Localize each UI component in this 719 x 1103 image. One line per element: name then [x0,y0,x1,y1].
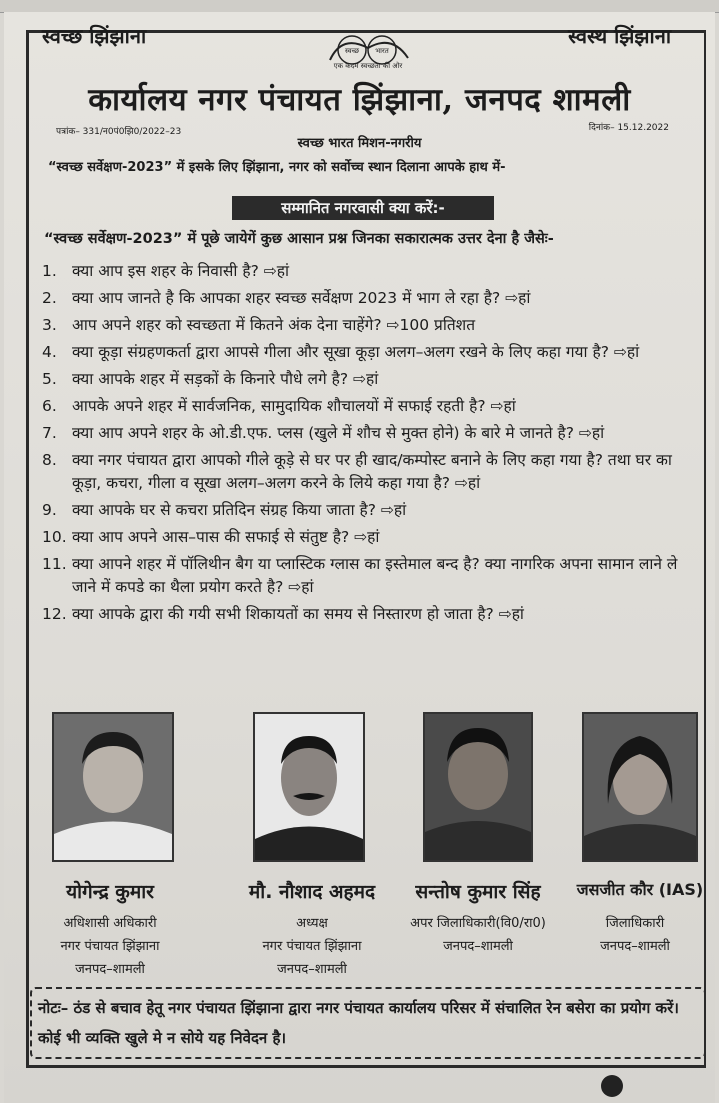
question-text: क्या आपने शहर में पॉलिथीन बैग या प्लास्टिक ग्लास का इस्तेमाल बन्द है? क्या नागरिक अपना सामान लाने ले जाने में कपडे का थैला प्रयोग करते है? ⇨हां [72,555,678,596]
designation-line: जनपद–शामली [277,962,347,977]
official-designation-3 [398,912,558,958]
question-text: क्या आपके द्वारा की गयी सभी शिकायतों का समय से निस्तारण हो जाता है? ⇨हां [72,605,524,623]
designation-line: जनपद–शामली [600,939,670,954]
question-number: 7. [42,424,57,442]
question-text: क्या आपके शहर में सड़कों के किनारे पौधे लगे है? ⇨हां [72,370,379,388]
mission-subtitle: स्वच्छ भारत मिशन-नगरीय [297,136,422,151]
question-item [42,553,692,599]
question-item [42,395,692,418]
question-item [42,526,692,549]
question-text: क्या नगर पंचायत द्वारा आपको गीले कूड़े से घर पर ही खाद/कम्पोस्ट बनाने के लिए कहा गया है? तथा घर का कूड़ा, कचरा, गीला व सूखा अलग–अलग करने के लिये कहा गया है? ⇨हां [72,451,672,492]
question-number: 4. [42,343,57,361]
official-name-2: मौ. नौशाद अहमद [248,881,376,903]
designation-line: नगर पंचायत झिंझाना [262,939,362,954]
official-photo-1 [52,712,174,862]
official-designation-2 [232,912,392,981]
designation-line: अध्यक्ष [296,916,328,931]
question-text: क्या कूड़ा संग्रहणकर्ता द्वारा आपसे गीला और सूखा कूड़ा अलग–अलग रखने के लिए कहा गया है? ⇨हां [72,343,640,361]
question-item [42,368,692,391]
question-text: आप अपने शहर को स्वच्छता में कितने अंक देना चाहेंगे? ⇨100 प्रतिशत [72,316,476,334]
official-photo-2 [253,712,365,862]
print-mark [601,1075,623,1097]
question-text: आपके अपने शहर में सार्वजनिक, सामुदायिक शौचालयों में सफाई रहती है? ⇨हां [72,397,516,415]
question-text: क्या आप अपने आस–पास की सफाई से संतुष्ट है? ⇨हां [72,528,380,546]
designation-line: अधिशासी अधिकारी [63,916,157,931]
section-banner: सम्मानित नगरवासी क्या करें:- [232,196,494,220]
question-number: 10. [42,528,67,546]
designation-line: नगर पंचायत झिंझाना [60,939,160,954]
question-item [42,314,692,337]
question-item [42,341,692,364]
logo-caption: एक कदम स्वच्छता की ओर [333,62,403,70]
question-number: 3. [42,316,57,334]
footer-note: नोटः– ठंड से बचाव हेतू नगर पंचायत झिंझाना द्वारा नगर पंचायत कार्यालय परिसर में संचालित रेन बसेरा का प्रयोग करें। कोई भी व्यक्ति खुले मे न सोये यह निवेदन है। [30,987,706,1059]
question-number: 6. [42,397,57,415]
official-photo-3 [423,712,533,862]
designation-line: जनपद–शामली [75,962,145,977]
date: दिनांक– 15.12.2022 [588,123,669,133]
question-text: क्या आप जानते है कि आपका शहर स्वच्छ सर्वेक्षण 2023 में भाग ले रहा है? ⇨हां [72,289,531,307]
question-item [42,260,692,283]
reference-number: पत्रांक– 331/न0पं0झि0/2022–23 [56,127,182,137]
question-text: क्या आप इस शहर के निवासी है? ⇨हां [72,262,289,280]
intro-text: “स्वच्छ सर्वेक्षण-2023” में पूछे जायेगें कुछ आसान प्रश्न जिनका सकारात्मक उत्तर देना है जैसेः- [44,231,554,247]
question-item [42,287,692,310]
logo-right-text: भारत [375,47,389,55]
tagline: “स्वच्छ सर्वेक्षण-2023” में इसके लिए झिंझाना, नगर को सर्वोच्च स्थान दिलाना आपके हाथ में- [48,160,506,175]
question-item [42,422,692,445]
official-name-1: योगेन्द्र कुमार [66,881,154,903]
official-designation-4 [560,912,710,958]
question-item [42,603,692,626]
question-text: क्या आप अपने शहर के ओ.डी.एफ. प्लस (खुले में शौच से मुक्त होने) के बारे मे जानते है? ⇨हां [72,424,605,442]
official-name-4: जसजीत कौर (IAS) [576,880,704,899]
question-number: 1. [42,262,57,280]
designation-line: जनपद–शामली [443,939,513,954]
question-number: 12. [42,605,67,623]
right-slogan: स्वस्थ झिंझाना [568,24,671,48]
designation-line: जिलाधिकारी [605,916,665,931]
question-item [42,449,692,495]
left-slogan: स्वच्छ झिंझाना [42,24,147,48]
question-number: 2. [42,289,57,307]
question-number: 5. [42,370,57,388]
official-photo-4 [582,712,698,862]
question-text: क्या आपके घर से कचरा प्रतिदिन संग्रह किया जाता है? ⇨हां [72,501,407,519]
question-item [42,499,692,522]
question-number: 9. [42,501,57,519]
question-number: 8. [42,451,57,469]
official-name-3: सन्तोष कुमार सिंह [415,881,541,903]
question-list [42,260,692,630]
question-number: 11. [42,555,67,573]
official-designation-1 [30,912,190,981]
logo-left-text: स्वच्छ [344,47,360,55]
page-title: कार्यालय नगर पंचायत झिंझाना, जनपद शामली [88,82,631,118]
designation-line: अपर जिलाधिकारी(वि0/रा0) [410,916,546,931]
